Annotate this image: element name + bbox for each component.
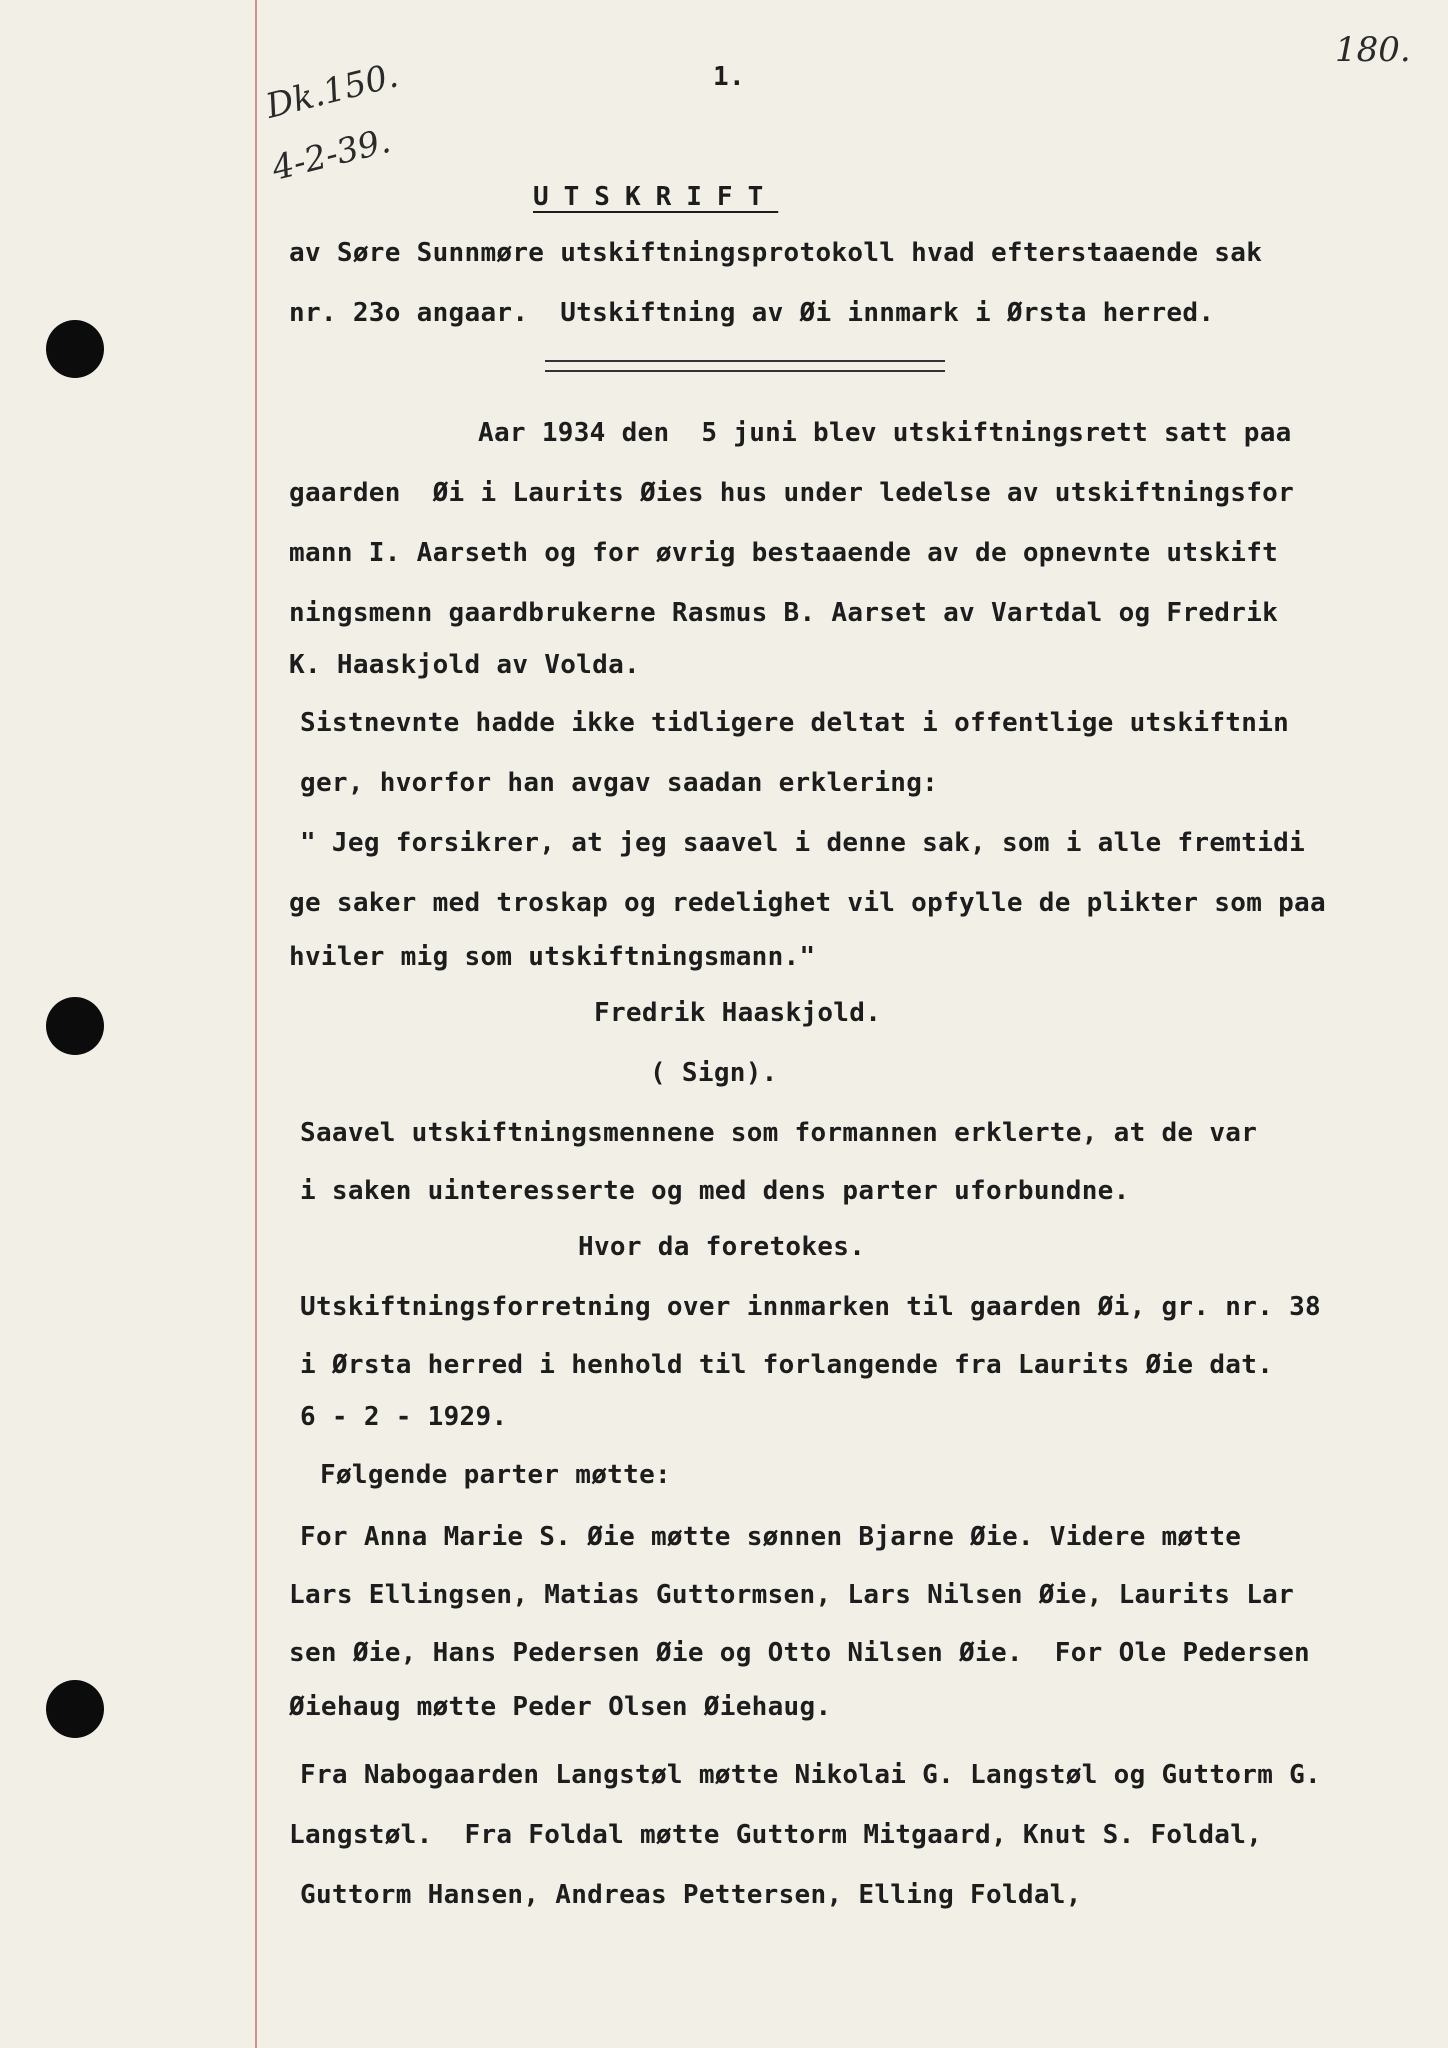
- punch-hole: [46, 1680, 104, 1738]
- text-line: mann I. Aarseth og for øvrig bestaaende av de opnevnte utskift: [289, 538, 1279, 568]
- text-line: nr. 23o angaar. Utskiftning av Øi innmark i Ørsta herred.: [289, 298, 1215, 328]
- page-number: 180.: [1335, 30, 1411, 70]
- text-line: i saken uinteresserte og med dens parter uforbundne.: [300, 1176, 1130, 1206]
- punch-hole: [46, 997, 104, 1055]
- text-line: Sistnevnte hadde ikke tidligere deltat i offentlige utskiftnin: [300, 708, 1290, 738]
- document-page-no: 1.: [713, 62, 745, 92]
- margin-note-line2: 4-2-39.: [268, 120, 395, 189]
- text-line: Følgende parter møtte:: [320, 1460, 671, 1490]
- text-line: Aar 1934 den 5 juni blev utskiftningsrett satt paa: [478, 418, 1292, 448]
- text-line: Saavel utskiftningsmennene som formannen erklerte, at de var: [300, 1118, 1258, 1148]
- signature-mark: ( Sign).: [650, 1058, 778, 1088]
- text-line: 6 - 2 - 1929.: [300, 1402, 508, 1432]
- text-line: ger, hvorfor han avgav saadan erklering:: [300, 768, 939, 798]
- text-line: Guttorm Hansen, Andreas Pettersen, Elling Foldal,: [300, 1880, 1082, 1910]
- text-line: ningsmenn gaardbrukerne Rasmus B. Aarset av Vartdal og Fredrik: [289, 598, 1279, 628]
- text-line: Øiehaug møtte Peder Olsen Øiehaug.: [289, 1692, 832, 1722]
- signature-name: Fredrik Haaskjold.: [594, 998, 882, 1028]
- double-rule: [545, 360, 945, 372]
- punch-hole: [46, 320, 104, 378]
- text-line: Lars Ellingsen, Matias Guttormsen, Lars Nilsen Øie, Laurits Lar: [289, 1580, 1295, 1610]
- text-line: av Søre Sunnmøre utskiftningsprotokoll hvad efterstaaende sak: [289, 238, 1263, 268]
- document-title: UTSKRIFT: [533, 182, 779, 212]
- text-line: i Ørsta herred i henhold til forlangende fra Laurits Øie dat.: [300, 1350, 1274, 1380]
- text-line: sen Øie, Hans Pedersen Øie og Otto Nilsen Øie. For Ole Pedersen: [289, 1638, 1311, 1668]
- text-line: For Anna Marie S. Øie møtte sønnen Bjarne Øie. Videre møtte: [300, 1522, 1242, 1552]
- text-line: Utskiftningsforretning over innmarken til gaarden Øi, gr. nr. 38: [300, 1292, 1322, 1322]
- text-line: K. Haaskjold av Volda.: [289, 650, 640, 680]
- text-line: ge saker med troskap og redelighet vil opfylle de plikter som paa: [289, 888, 1326, 918]
- text-line: Langstøl. Fra Foldal møtte Guttorm Mitgaard, Knut S. Foldal,: [289, 1820, 1263, 1850]
- text-line: Hvor da foretokes.: [578, 1232, 866, 1262]
- text-line: gaarden Øi i Laurits Øies hus under ledelse av utskiftningsfor: [289, 478, 1295, 508]
- text-line: hviler mig som utskiftningsmann.": [289, 942, 816, 972]
- margin-rule: [255, 0, 257, 2048]
- margin-note-line1: Dk.150.: [262, 55, 403, 127]
- text-line: Fra Nabogaarden Langstøl møtte Nikolai G. Langstøl og Guttorm G.: [300, 1760, 1322, 1790]
- text-line: " Jeg forsikrer, at jeg saavel i denne sak, som i alle fremtidi: [300, 828, 1306, 858]
